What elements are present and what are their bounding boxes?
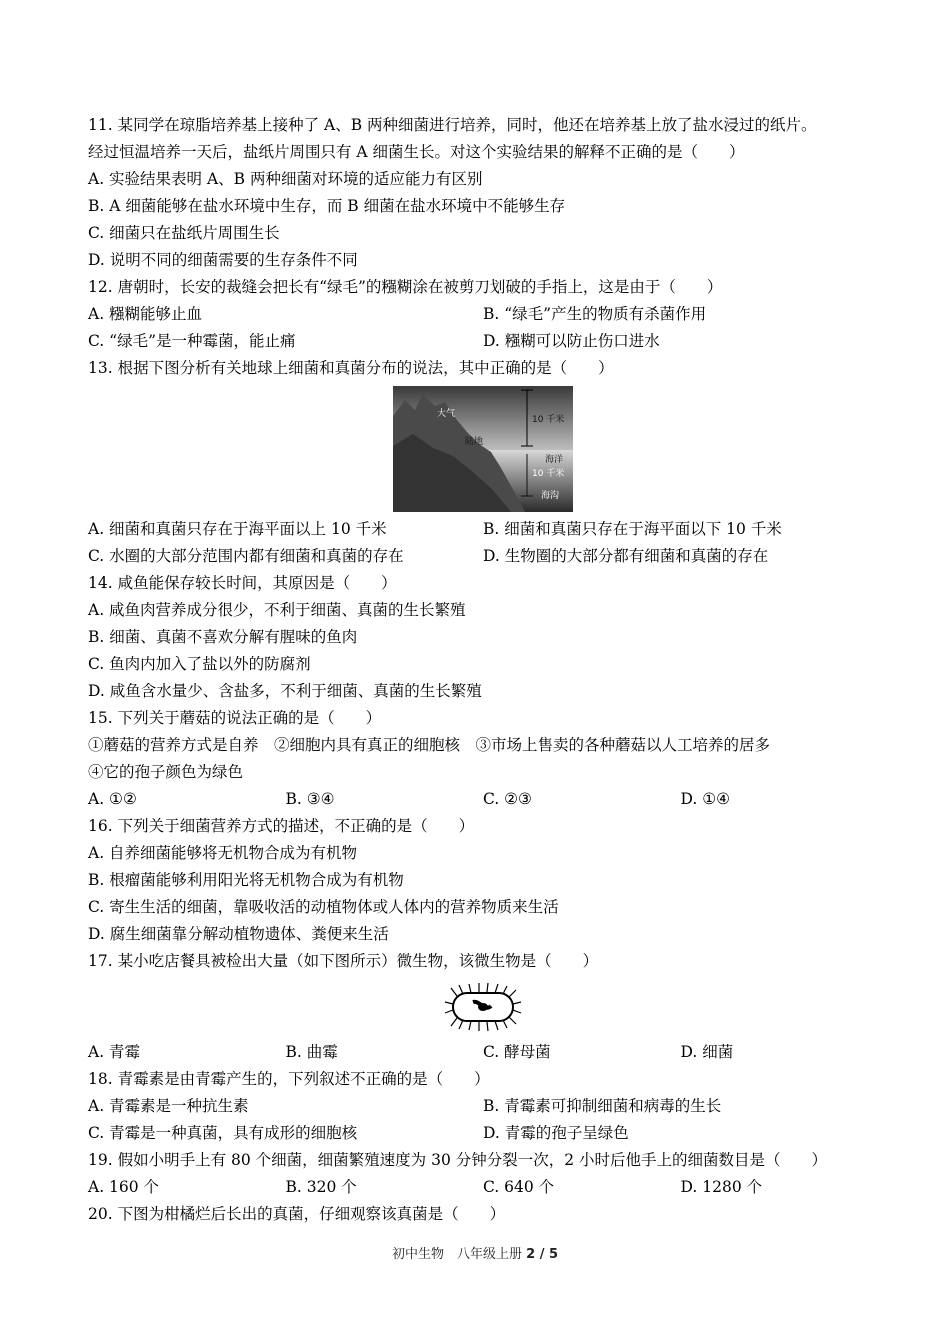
q18-options-row2 xyxy=(88,1120,878,1147)
q17-option-d: D. 细菌 xyxy=(680,1043,734,1061)
q11-option-b: B. A 细菌能够在盐水环境中生存，而 B 细菌在盐水环境中不能够生存 xyxy=(88,197,566,215)
q15-option-c: C. ②③ xyxy=(483,790,532,808)
q18-option-a: A. 青霉素是一种抗生素 xyxy=(88,1097,249,1115)
q17-stem: 17. 某小吃店餐具被检出大量（如下图所示）微生物，该微生物是（ ） xyxy=(88,952,599,970)
figure-label-depth: 10 千米 xyxy=(532,469,565,479)
q18-option-b: B. 青霉素可抑制细菌和病毒的生长 xyxy=(483,1097,722,1115)
q19-option-a: A. 160 个 xyxy=(88,1178,160,1196)
q15-statements-line1: ①蘑菇的营养方式是自养 ②细胞内具有真正的细胞核 ③市场上售卖的各种蘑菇以人工培养的居多 xyxy=(88,736,771,754)
q12-options-row2 xyxy=(88,328,878,355)
q13-option-b: B. 细菌和真菌只存在于海平面以下 10 千米 xyxy=(483,520,782,538)
q11-option-a: A. 实验结果表明 A、B 两种细菌对环境的适应能力有区别 xyxy=(88,170,483,188)
q19-option-d: D. 1280 个 xyxy=(680,1178,763,1196)
q18-option-c: C. 青霉是一种真菌，具有成形的细胞核 xyxy=(88,1124,358,1142)
q14-option-a: A. 咸鱼肉营养成分很少，不利于细菌、真菌的生长繁殖 xyxy=(88,601,466,619)
q14-option-b: B. 细菌、真菌不喜欢分解有腥味的鱼肉 xyxy=(88,628,358,646)
figure-label-ocean: 海洋 xyxy=(545,455,564,465)
q18-option-d: D. 青霉的孢子呈绿色 xyxy=(483,1124,629,1142)
q17-option-b: B. 曲霉 xyxy=(285,1043,338,1061)
q18-options-row1 xyxy=(88,1093,878,1120)
q12-option-c: C. “绿毛”是一种霉菌，能止痛 xyxy=(88,332,296,350)
q17-option-a: A. 青霉 xyxy=(88,1043,141,1061)
footer-page-number: 2 / 5 xyxy=(526,1247,559,1262)
q12-stem: 12. 唐朝时，长安的裁缝会把长有“绿毛”的糨糊涂在被剪刀划破的手指上，这是由于（ ） xyxy=(88,278,723,296)
q13-option-c: C. 水圈的大部分范围内都有细菌和真菌的存在 xyxy=(88,547,404,565)
q15-options-row xyxy=(88,786,878,813)
q16-option-d: D. 腐生细菌靠分解动植物遗体、粪便来生活 xyxy=(88,925,389,943)
q11-option-d: D. 说明不同的细菌需要的生存条件不同 xyxy=(88,251,358,269)
q13-options-row2 xyxy=(88,543,878,570)
q14-stem: 14. 咸鱼能保存较长时间，其原因是（ ） xyxy=(88,574,397,592)
q18-stem: 18. 青霉素是由青霉产生的，下列叙述不正确的是（ ） xyxy=(88,1070,490,1088)
earth-layers-diagram xyxy=(393,386,573,512)
q11-option-c: C. 细菌只在盐纸片周围生长 xyxy=(88,224,280,242)
q13-option-d: D. 生物圈的大部分都有细菌和真菌的存在 xyxy=(483,547,769,565)
q13-stem: 13. 根据下图分析有关地球上细菌和真菌分布的说法，其中正确的是（ ） xyxy=(88,359,614,377)
question-page xyxy=(88,112,878,1228)
q13-options-row1 xyxy=(88,516,878,543)
q11-stem-line2: 经过恒温培养一天后，盐纸片周围只有 A 细菌生长。对这个实验结果的解释不正确的是（ ） xyxy=(88,143,745,161)
q19-stem: 19. 假如小明手上有 80 个细菌，细菌繁殖速度为 30 分钟分裂一次，2 小时后他手上的细菌数目是（ ） xyxy=(88,1151,828,1169)
q16-option-c: C. 寄生生活的细菌，靠吸收活的动植物体或人体内的营养物质来生活 xyxy=(88,898,559,916)
figure-label-land: 陆地 xyxy=(465,437,484,447)
q19-option-c: C. 640 个 xyxy=(483,1178,555,1196)
bacterium-icon xyxy=(443,982,523,1032)
q12-option-a: A. 糨糊能够止血 xyxy=(88,305,203,323)
q16-stem: 16. 下列关于细菌营养方式的描述，不正确的是（ ） xyxy=(88,817,475,835)
q12-option-b: B. “绿毛”产生的物质有杀菌作用 xyxy=(483,305,707,323)
figure-label-trench: 海沟 xyxy=(541,491,560,501)
footer-course: 初中生物 八年级上册 xyxy=(391,1247,527,1262)
q15-option-d: D. ①④ xyxy=(680,790,731,808)
figure-label-height: 10 千米 xyxy=(532,415,565,425)
q15-option-b: B. ③④ xyxy=(285,790,335,808)
q16-option-a: A. 自养细菌能够将无机物合成为有机物 xyxy=(88,844,358,862)
q13-earth-figure xyxy=(88,386,878,512)
q13-option-a: A. 细菌和真菌只存在于海平面以上 10 千米 xyxy=(88,520,387,538)
q15-statements-line2: ④它的孢子颜色为绿色 xyxy=(88,763,244,781)
page-footer xyxy=(0,1243,950,1262)
q11-stem-line1: 11. 某同学在琼脂培养基上接种了 A、B 两种细菌进行培养，同时，他还在培养基上放了盐水浸过的纸片。 xyxy=(88,116,817,134)
figure-label-atmosphere: 大气 xyxy=(437,409,456,419)
q17-option-c: C. 酵母菌 xyxy=(483,1043,551,1061)
q12-options-row1 xyxy=(88,301,878,328)
q19-options-row xyxy=(88,1174,878,1201)
q17-options-row xyxy=(88,1039,878,1066)
q20-stem: 20. 下图为柑橘烂后长出的真菌，仔细观察该真菌是（ ） xyxy=(88,1205,506,1223)
q15-stem: 15. 下列关于蘑菇的说法正确的是（ ） xyxy=(88,709,382,727)
q14-option-d: D. 咸鱼含水量少、含盐多，不利于细菌、真菌的生长繁殖 xyxy=(88,682,482,700)
q15-option-a: A. ①② xyxy=(88,790,137,808)
q12-option-d: D. 糨糊可以防止伤口进水 xyxy=(483,332,660,350)
q14-option-c: C. 鱼肉内加入了盐以外的防腐剂 xyxy=(88,655,311,673)
q16-option-b: B. 根瘤菌能够利用阳光将无机物合成为有机物 xyxy=(88,871,404,889)
q19-option-b: B. 320 个 xyxy=(285,1178,357,1196)
q17-bacterium-figure xyxy=(88,975,878,1039)
